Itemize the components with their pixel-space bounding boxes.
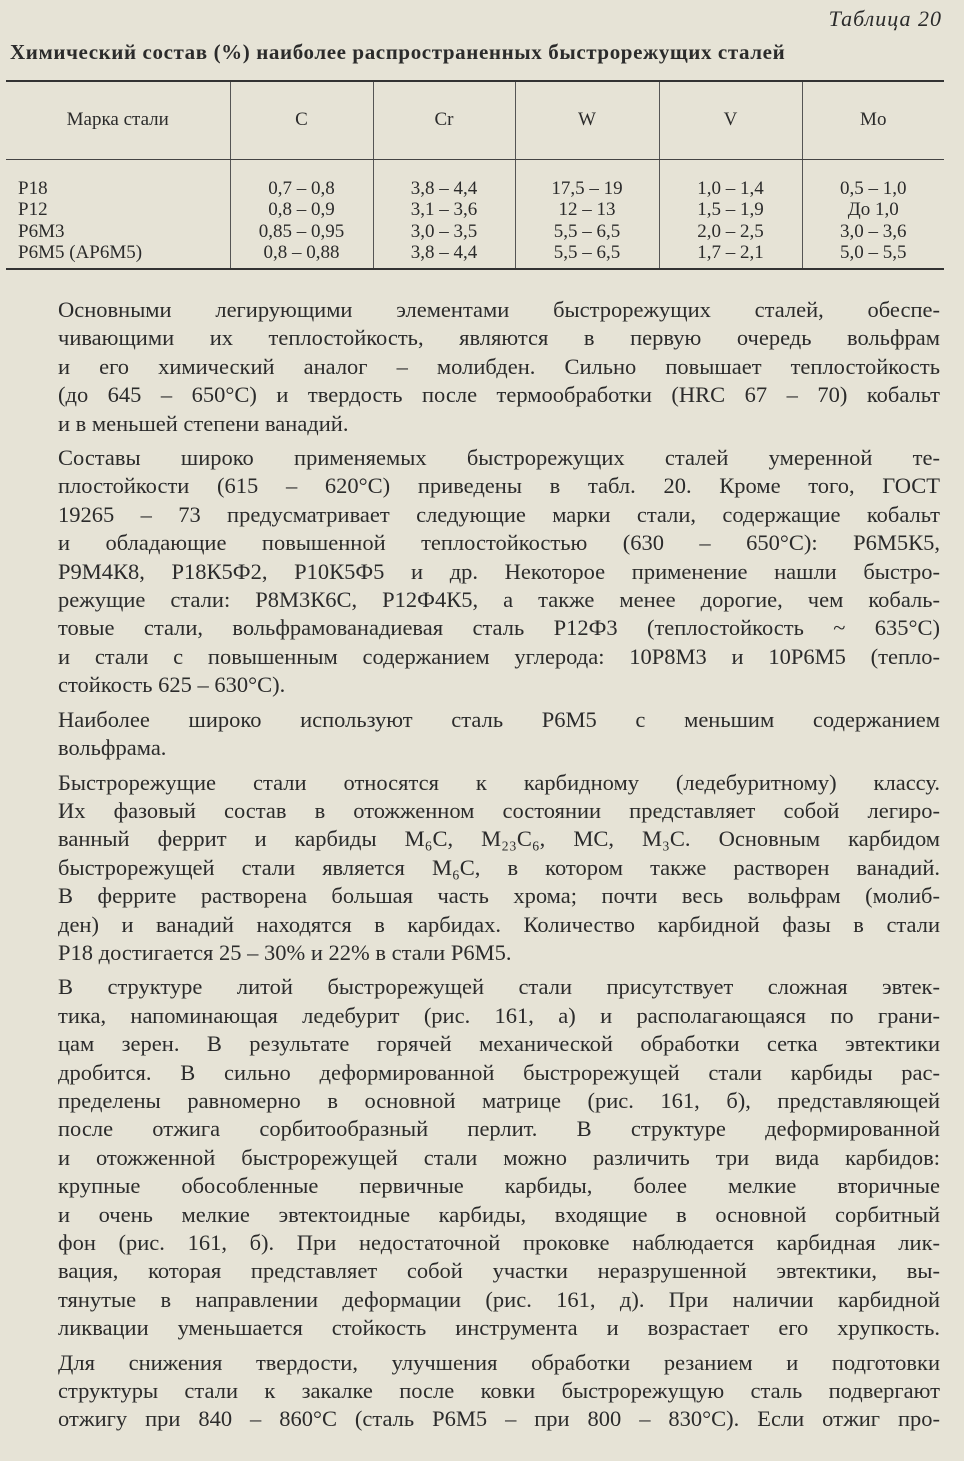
table-body-row bbox=[6, 159, 944, 269]
header-mo: Mo bbox=[802, 81, 944, 159]
w-column bbox=[515, 159, 659, 269]
table-header-row bbox=[6, 81, 944, 159]
text-line: вольфрама. bbox=[58, 735, 167, 761]
text-line: Основными легирующими элементами быстрорежущих сталей, обеспе- bbox=[58, 297, 940, 322]
table-number: Таблица 20 bbox=[828, 6, 942, 31]
text-line: Наиболее широко используют сталь Р6М5 с меньшим содержанием bbox=[58, 706, 940, 732]
text-line: и стали с повышенным содержанием углерода: 10Р8М3 и 10Р6М5 (тепло- bbox=[58, 643, 940, 669]
text-line: тика, напоминающая ледебурит (рис. 161, а) и располагающаяся по грани- bbox=[58, 1002, 940, 1028]
text-line: и обладающие повышенной теплостойкостью (630 – 650°С): Р6М5К5, bbox=[58, 530, 940, 556]
text-line: В структуре литой быстрорежущей стали присутствует сложная эвтек- bbox=[58, 974, 940, 1000]
table-cell: До 1,0 bbox=[847, 199, 899, 220]
table-cell: 0,85 – 0,95 bbox=[258, 220, 345, 242]
table-cell: 3,1 – 3,6 bbox=[410, 199, 478, 220]
table-cell: 0,5 – 1,0 bbox=[840, 177, 907, 199]
table-cell: 5,0 – 5,5 bbox=[840, 242, 907, 263]
text-line: ванный феррит и карбиды M₆C, M₂₃C₆, MC, M₃C. Основным карбидом bbox=[58, 826, 940, 852]
text-line: (до 645 – 650°С) и твердость после термообработки (HRC 67 – 70) кобальт bbox=[58, 382, 940, 408]
text-line: ликвации уменьшается стойкость инструмента и возрастает его хрупкость. bbox=[58, 1315, 940, 1341]
table-cell: 0,8 – 0,88 bbox=[263, 242, 340, 263]
text-line: стойкость 625 – 630°С). bbox=[58, 672, 286, 698]
text-line: Р18 достигается 25 – 30% и 22% в стали Р6М5. bbox=[58, 939, 512, 965]
table-cell: Р6М3 bbox=[18, 220, 65, 242]
header-c: C bbox=[230, 81, 373, 159]
table-cell: 3,0 – 3,6 bbox=[840, 220, 907, 242]
body-text bbox=[18, 296, 940, 1440]
text-line: быстрорежущей стали является M₆C, в котором также растворен ванадий. bbox=[58, 854, 940, 880]
text-line: Их фазовый состав в отожженном состоянии представляет собой легиро- bbox=[58, 797, 940, 823]
header-v: V bbox=[659, 81, 802, 159]
text-line: товые стали, вольфрамованадиевая сталь Р12Ф3 (теплостойкость ~ 635°С) bbox=[58, 615, 940, 641]
table-title: Химический состав (%) наиболее распространенных быстрорежущих сталей bbox=[10, 40, 786, 64]
paragraph bbox=[18, 706, 940, 763]
table-cell: 0,7 – 0,8 bbox=[268, 177, 335, 199]
table-cell: Р6М5 (АР6М5) bbox=[18, 242, 143, 263]
text-line: и его химический аналог – молибден. Сильно повышает теплостойкость bbox=[58, 353, 940, 379]
text-line: и отожженной быстрорежущей стали можно различить три вида карбидов: bbox=[58, 1144, 940, 1170]
text-line: цам зерен. В результате горячей механической обработки сетка эвтектики bbox=[58, 1031, 940, 1057]
text-line: пределены равномерно в основной матрице (рис. 161, б), представляющей bbox=[58, 1087, 940, 1113]
text-line: В феррите растворена большая часть хрома; почти весь вольфрам (молиб- bbox=[58, 883, 940, 909]
text-line: дробится. В сильно деформированной быстрорежущей стали карбиды рас- bbox=[58, 1059, 940, 1085]
table-cell: 3,8 – 4,4 bbox=[410, 242, 478, 263]
table-cell: 17,5 – 19 bbox=[551, 177, 623, 199]
cr-column bbox=[373, 159, 515, 269]
table-cell: 1,0 – 1,4 bbox=[697, 177, 764, 199]
table-cell: Р12 bbox=[18, 199, 48, 220]
table-cell: 2,0 – 2,5 bbox=[697, 220, 764, 242]
table-cell: 1,7 – 2,1 bbox=[697, 242, 764, 263]
text-line: режущие стали: Р8М3К6С, Р12Ф4К5, а также менее дорогие, чем кобаль- bbox=[58, 587, 940, 613]
paragraph bbox=[18, 444, 940, 700]
table-cell: 5,5 – 6,5 bbox=[553, 220, 621, 242]
mo-column bbox=[802, 159, 944, 269]
text-line: вация, которая представляет собой участки неразрушенной эвтектики, вы- bbox=[58, 1258, 940, 1284]
table-cell: 0,8 – 0,9 bbox=[268, 199, 335, 220]
paragraph bbox=[18, 296, 940, 438]
text-line: Р9М4К8, Р18К5Ф2, Р10К5Ф5 и др. Некоторое применение нашли быстро- bbox=[58, 558, 940, 584]
c-column bbox=[230, 159, 373, 269]
paragraph bbox=[18, 1349, 940, 1434]
text-line: Для снижения твердости, улучшения обработки резанием и подготовки bbox=[58, 1349, 940, 1375]
table-cell: 12 – 13 bbox=[558, 199, 616, 220]
table-cell: Р18 bbox=[18, 177, 48, 199]
steel-composition-table bbox=[6, 80, 944, 270]
v-column bbox=[659, 159, 802, 269]
header-grade: Марка стали bbox=[6, 81, 230, 159]
text-line: Быстрорежущие стали относятся к карбидному (ледебуритному) классу. bbox=[58, 769, 940, 795]
paragraph bbox=[18, 769, 940, 968]
table-cell: 3,0 – 3,5 bbox=[410, 220, 478, 242]
text-line: и в меньшей степени ванадий. bbox=[58, 410, 349, 436]
header-w: W bbox=[515, 81, 659, 159]
text-line: чивающими их теплостойкость, являются в первую очередь вольфрам bbox=[58, 325, 940, 351]
table-cell: 5,5 – 6,5 bbox=[553, 242, 621, 263]
text-line: структуры стали к закалке после ковки быстрорежущую сталь подвергают bbox=[58, 1378, 940, 1404]
text-line: фон (рис. 161, б). При недостаточной проковке наблюдается карбидная лик- bbox=[58, 1230, 940, 1255]
paragraph bbox=[18, 973, 940, 1342]
text-line: плостойкости (615 – 620°С) приведены в табл. 20. Кроме того, ГОСТ bbox=[58, 473, 940, 499]
table-cell: 1,5 – 1,9 bbox=[697, 199, 764, 220]
text-line: и очень мелкие эвтектоидные карбиды, входящие в основной сорбитный bbox=[58, 1201, 940, 1227]
text-line: ден) и ванадий находятся в карбидах. Количество карбидной фазы в стали bbox=[58, 911, 940, 937]
grade-column bbox=[6, 159, 230, 269]
text-line: тянутые в направлении деформации (рис. 161, д). При наличии карбидной bbox=[58, 1286, 940, 1312]
text-line: Составы широко применяемых быстрорежущих сталей умеренной те- bbox=[58, 445, 940, 471]
table-cell: 3,8 – 4,4 bbox=[410, 177, 478, 199]
text-line: 19265 – 73 предусматривает следующие марки стали, содержащие кобальт bbox=[58, 501, 940, 527]
header-cr: Cr bbox=[373, 81, 515, 159]
text-line: после отжига сорбитообразный перлит. В структуре деформированной bbox=[58, 1116, 940, 1142]
text-line: крупные обособленные первичные карбиды, более мелкие вторичные bbox=[58, 1173, 940, 1199]
text-line: отжигу при 840 – 860°С (сталь Р6М5 – при 800 – 830°С). Если отжиг про- bbox=[58, 1406, 940, 1432]
